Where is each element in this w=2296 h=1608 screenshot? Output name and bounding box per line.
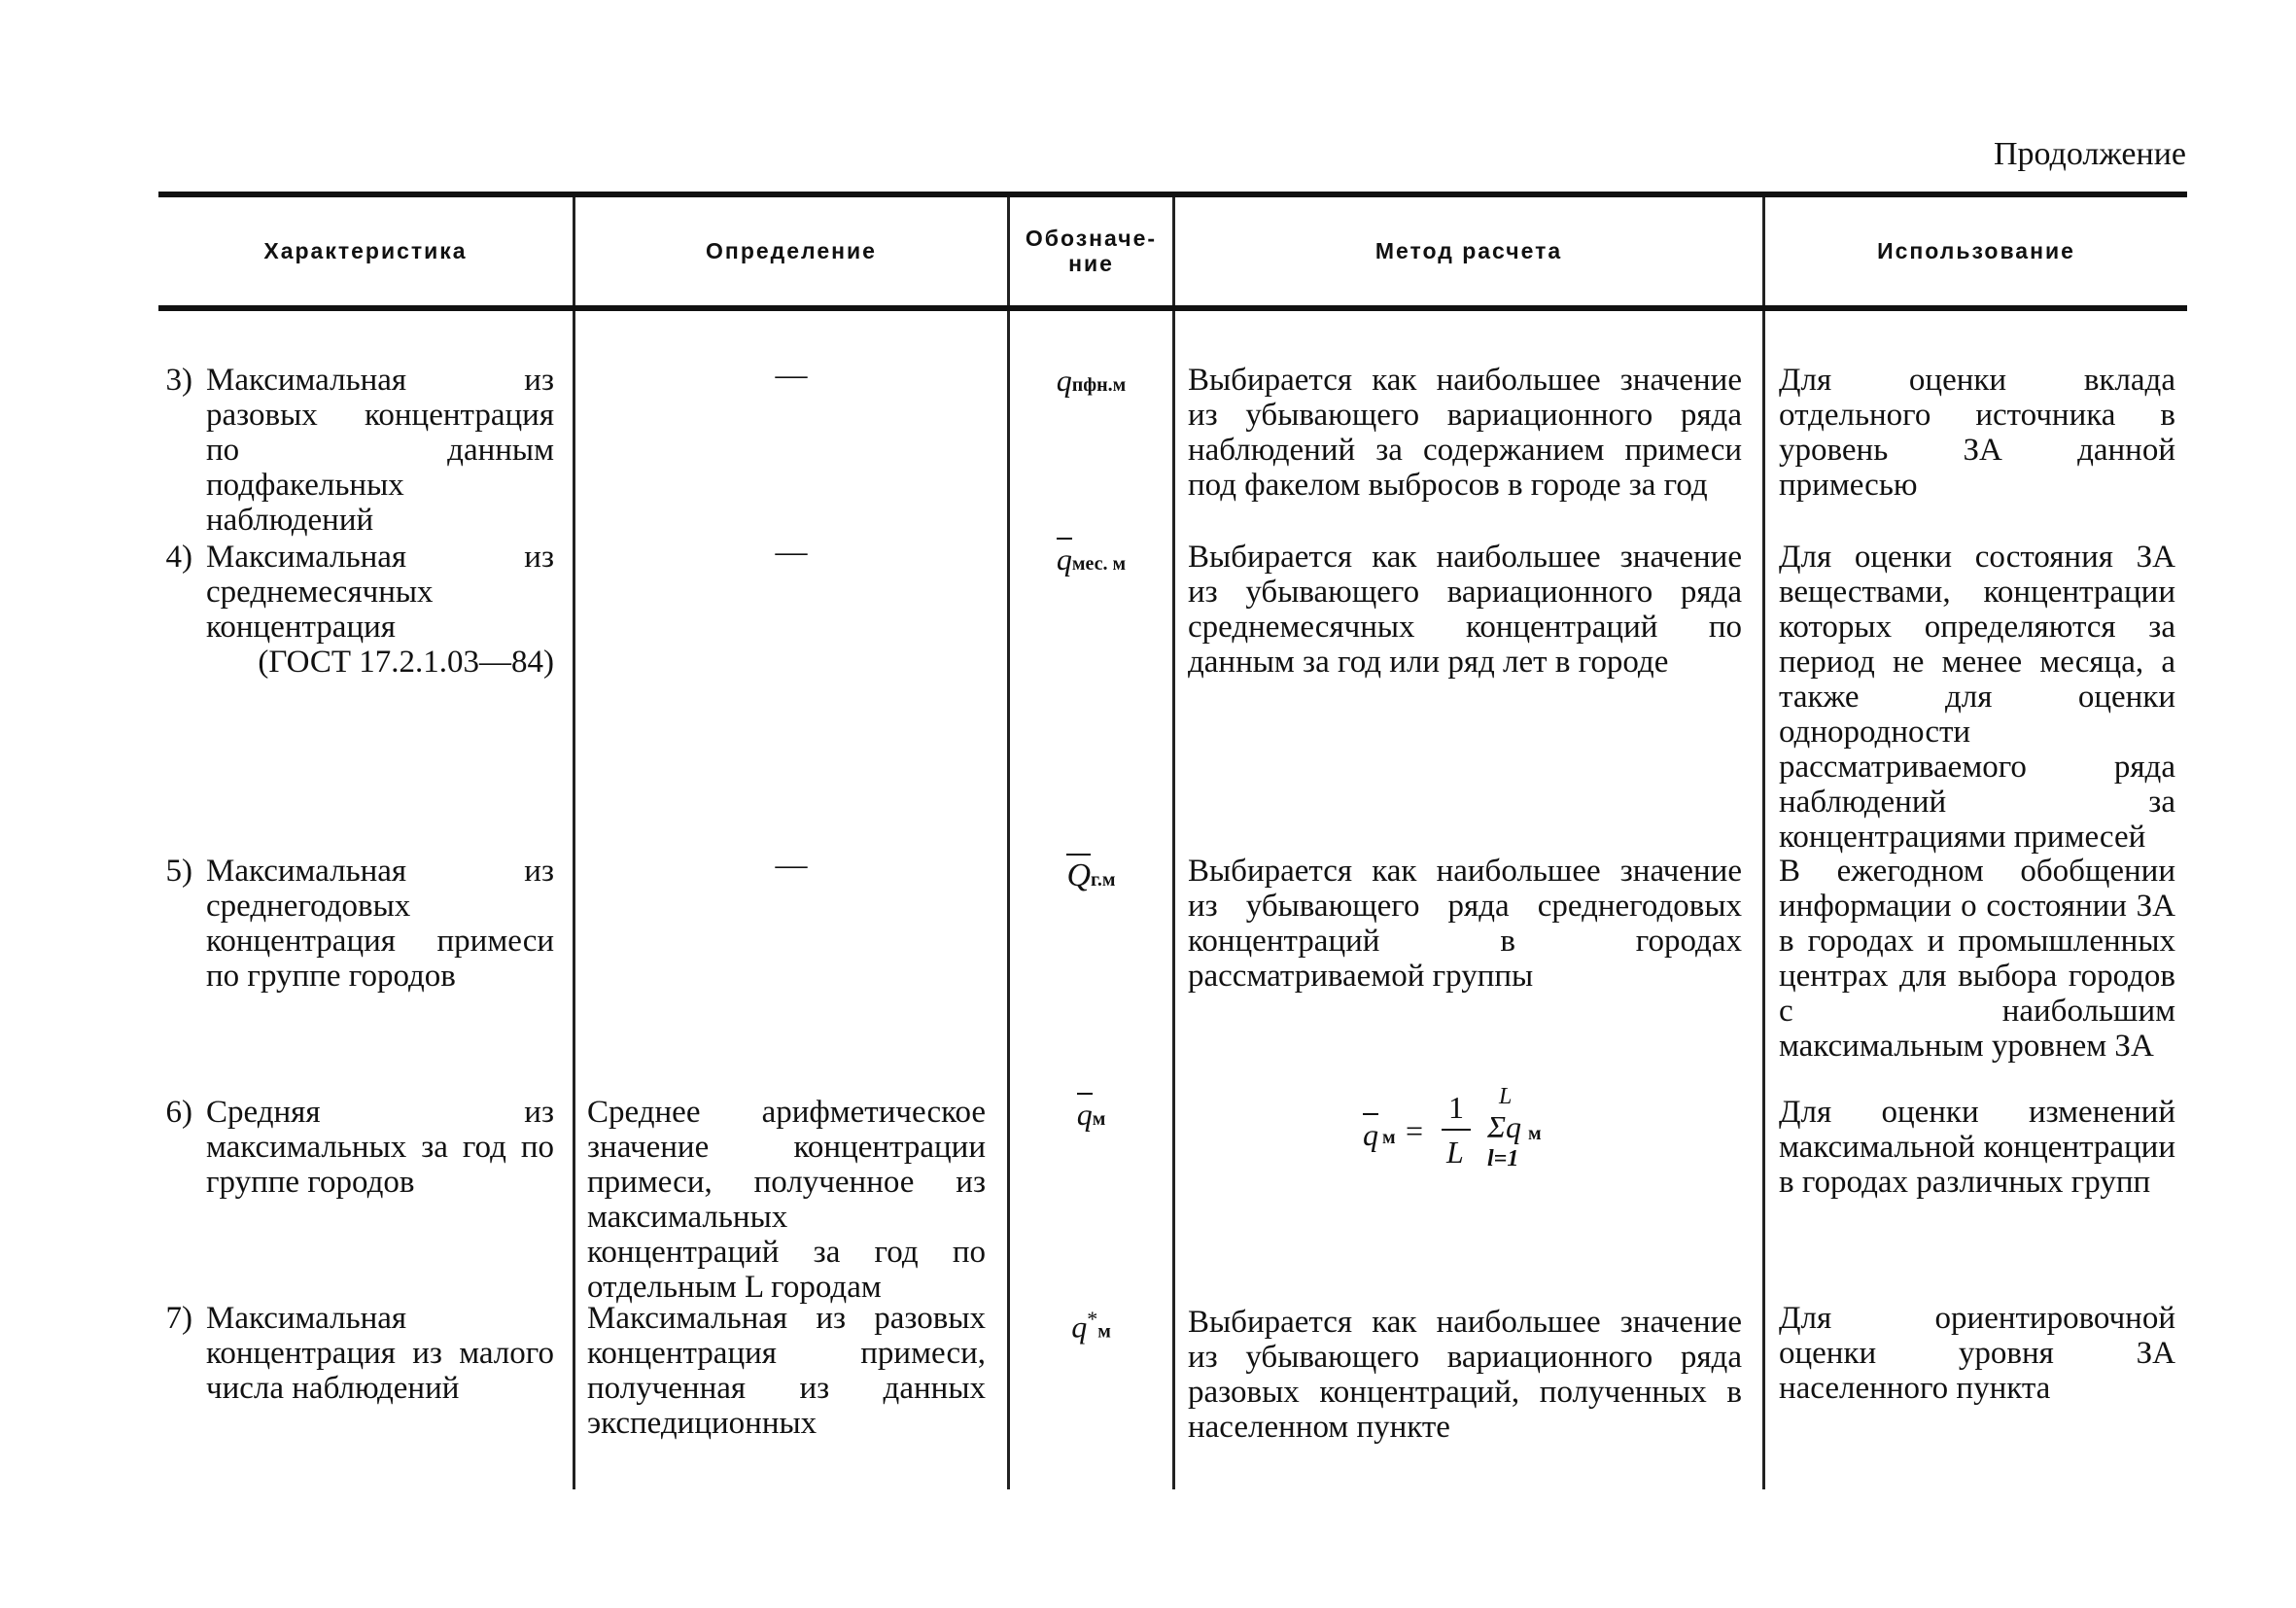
characteristic-text: Максимальная из среднемесячных концентрация (206, 540, 554, 645)
definition-dash: — (775, 848, 808, 883)
usage-cell: Для оценки состояния ЗА веществами, концентрации которых определяются за период не менее месяца, а также для оценки однородности рассматриваемого ряда наблюдений за концентрациями примесей (1779, 540, 2175, 855)
method-cell: Выбирается как наибольшее значение из убывающего ряда среднегодовых концентраций в городах рассматриваемой группы (1188, 854, 1742, 994)
sum-lower-limit: l=1 (1487, 1146, 1519, 1171)
header-method: Метод расчета (1374, 238, 1563, 263)
sum-expression: Σq (1487, 1109, 1522, 1144)
symbol-cell (1010, 363, 1172, 399)
definition-cell: Среднее арифметическое значение концентрации примеси, полученное из максимальных концентраций за год по отдельным L городам (587, 1095, 986, 1305)
fraction-numerator: 1 (1448, 1090, 1464, 1125)
usage-cell: В ежегодном обобщении информации о состоянии ЗА в городах и промышленных центрах для выбора городов с наибольшим максимальным уровнем ЗА (1779, 854, 2175, 1064)
fraction-denominator: L (1446, 1135, 1464, 1170)
method-cell: Выбирается как наибольшее значение из убывающего вариационного ряда разовых концентраций, полученных в населенном пункте (1188, 1305, 1742, 1445)
characteristic-cell: Максимальная концентрация из малого числа наблюдений (206, 1301, 554, 1406)
usage-cell: Для оценки изменений максимальной концентрации в городах различных групп (1779, 1095, 2175, 1200)
formula-lhs-sub: м (1382, 1127, 1396, 1148)
symbol-superscript: * (1087, 1307, 1098, 1331)
header-designation: Обозначе- ние (1025, 226, 1158, 276)
definition-cell: Максимальная из разовых концентрация примеси, полученная из данных экспедиционных (587, 1301, 986, 1441)
symbol-subscript: г.м (1091, 869, 1116, 891)
sum-subscript: м (1528, 1123, 1542, 1144)
symbol-subscript: пфн.м (1071, 374, 1127, 396)
column-divider (1762, 311, 1765, 1489)
formula-lhs: q (1363, 1113, 1378, 1153)
column-divider (1172, 311, 1175, 1489)
formula-equals: = (1406, 1113, 1424, 1148)
column-divider (573, 311, 575, 1489)
method-cell: Выбирается как наибольшее значение из убывающего вариационного ряда среднемесячных концентраций по данным за год или ряд лет в городе (1188, 540, 1742, 680)
characteristic-cell: Средняя из максимальных за год по группе городов (206, 1095, 554, 1200)
symbol-letter: q (1056, 363, 1072, 398)
row-number: 7) (165, 1301, 192, 1336)
mean-formula (1351, 1084, 1584, 1191)
usage-cell: Для оценки вклада отдельного источника в уровень ЗА данной примесью (1779, 363, 2175, 503)
definition-dash: — (775, 535, 808, 570)
symbol-cell (1010, 857, 1172, 894)
symbol-cell (1010, 542, 1172, 577)
fraction-bar (1442, 1129, 1471, 1131)
symbol-subscript: мес. м (1071, 553, 1127, 575)
symbol-letter: Q (1066, 854, 1091, 893)
characteristic-cell: Максимальная из среднегодовых концентрация примеси по группе городов (206, 854, 554, 994)
row-number: 3) (165, 363, 192, 398)
sum-upper-limit: L (1499, 1084, 1513, 1109)
definition-dash: — (775, 358, 808, 393)
symbol-cell (1010, 1307, 1172, 1346)
row-number: 4) (165, 540, 192, 575)
characteristic-cell: Максимальная из разовых концентрация по данным подфакельных наблюдений (206, 363, 554, 538)
symbol-letter: q (1071, 1309, 1088, 1345)
row-number: 6) (165, 1095, 192, 1130)
method-cell: Выбирается как наибольшее значение из убывающего вариационного ряда наблюдений за содержанием примеси под факелом выбросов в городе за год (1188, 363, 1742, 503)
header-definition: Определение (706, 238, 877, 263)
characteristic-cell (206, 540, 554, 680)
symbol-cell (1010, 1097, 1172, 1133)
row-number: 5) (165, 854, 192, 889)
symbol-letter: q (1077, 1093, 1093, 1132)
usage-cell: Для ориентировочной оценки уровня ЗА населенного пункта (1779, 1301, 2175, 1406)
symbol-subscript: м (1092, 1108, 1106, 1130)
symbol-subscript: м (1097, 1320, 1111, 1343)
header-usage: Использование (1877, 238, 2075, 263)
symbol-letter: q (1057, 538, 1072, 577)
header-characteristic: Характеристика (263, 238, 468, 263)
continuation-label: Продолжение (1993, 136, 2186, 172)
standard-reference: (ГОСТ 17.2.1.03—84) (258, 645, 554, 680)
